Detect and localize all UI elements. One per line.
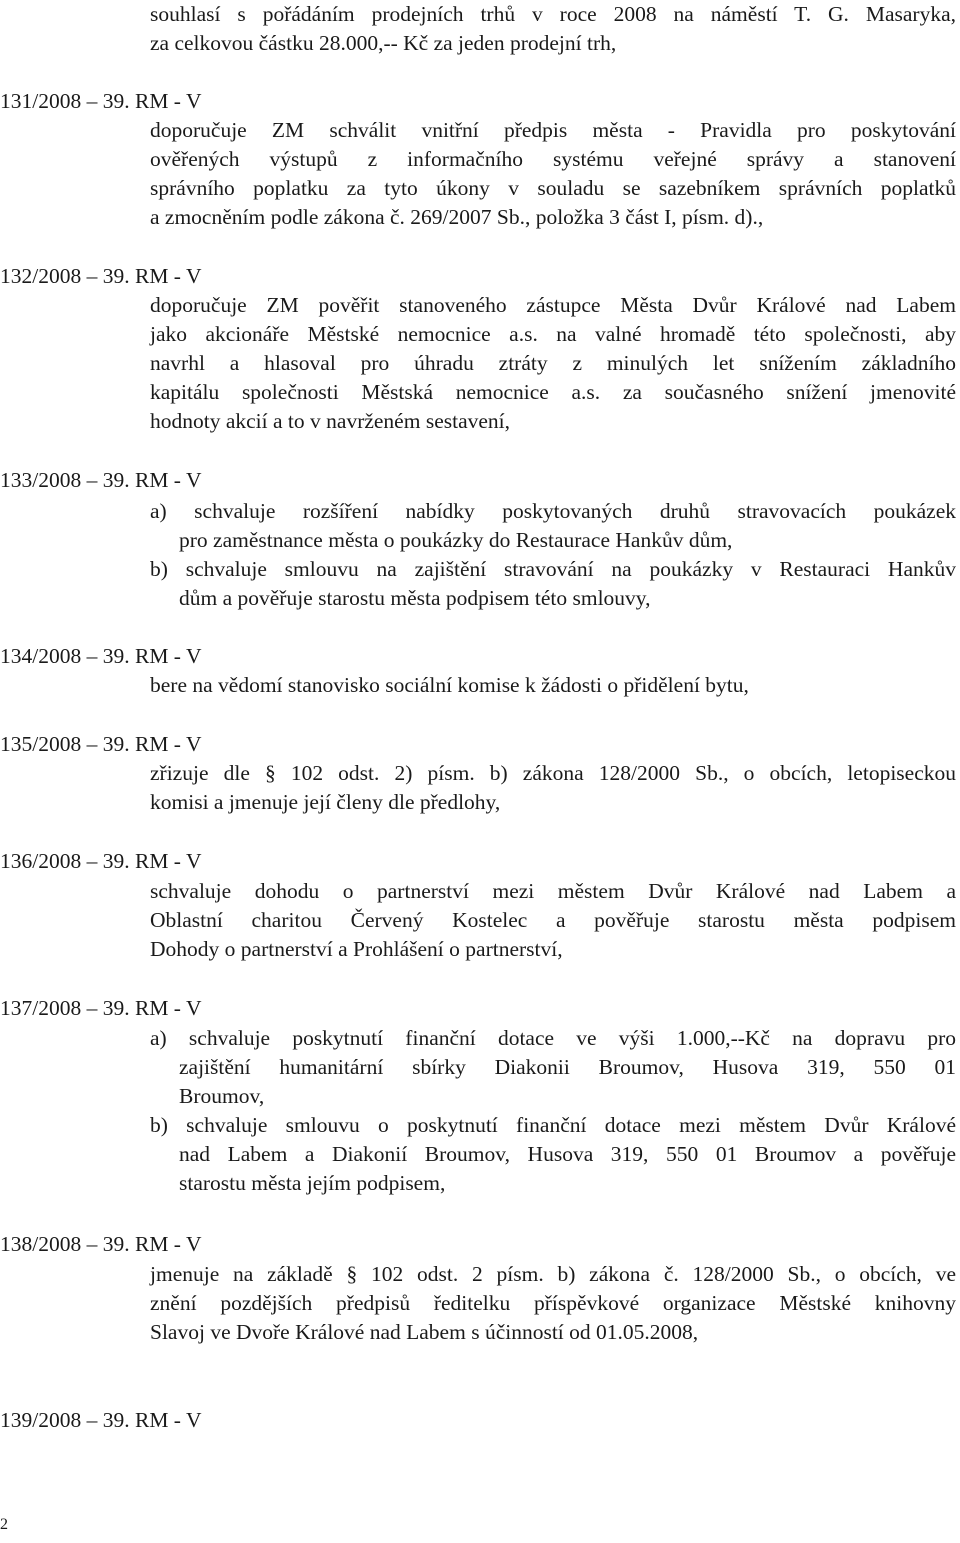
text-line: znění pozdějších předpisů ředitelku příspěvkové organizace Městské knihovny bbox=[150, 1291, 956, 1315]
resolution-heading: 138/2008 – 39. RM - V bbox=[0, 1232, 202, 1256]
text-line: a zmocněním podle zákona č. 269/2007 Sb., položka 3 část I, písm. d)., bbox=[150, 205, 764, 229]
resolution-heading: 139/2008 – 39. RM - V bbox=[0, 1408, 202, 1432]
text-line: navrhl a hlasoval pro úhradu ztráty z minulých let snížením základního bbox=[150, 351, 956, 375]
page-number: 2 bbox=[0, 1516, 8, 1533]
text-line: zřizuje dle § 102 odst. 2) písm. b) zákona 128/2000 Sb., o obcích, letopiseckou bbox=[150, 761, 956, 785]
text-line: komisi a jmenuje její členy dle předlohy, bbox=[150, 790, 501, 814]
text-line: kapitálu společnosti Městská nemocnice a.s. za současného snížení jmenovité bbox=[150, 380, 956, 404]
text-line: ověřených výstupů z informačního systému veřejné správy a stanovení bbox=[150, 147, 956, 171]
text-line: jako akcionáře Městské nemocnice a.s. na valné hromadě této společnosti, aby bbox=[150, 322, 956, 346]
text-line: a) schvaluje rozšíření nabídky poskytovaných druhů stravovacích poukázek bbox=[150, 499, 956, 523]
text-line: pro zaměstnance města o poukázky do Restaurace Hankův dům, bbox=[179, 528, 733, 552]
text-line: zajištění humanitární sbírky Diakonii Broumov, Husova 319, 550 01 bbox=[179, 1055, 956, 1079]
text-line: doporučuje ZM schválit vnitřní předpis města - Pravidla pro poskytování bbox=[150, 118, 956, 142]
text-line: schvaluje dohodu o partnerství mezi městem Dvůr Králové nad Labem a bbox=[150, 879, 956, 903]
text-line: hodnoty akcií a to v navrženém sestavení, bbox=[150, 409, 511, 433]
resolution-heading: 131/2008 – 39. RM - V bbox=[0, 89, 202, 113]
text-line: jmenuje na základě § 102 odst. 2 písm. b) zákona č. 128/2000 Sb., o obcích, ve bbox=[150, 1262, 956, 1286]
resolution-heading: 134/2008 – 39. RM - V bbox=[0, 644, 202, 668]
text-line: Broumov, bbox=[179, 1084, 265, 1108]
text-line: nad Labem a Diakonií Broumov, Husova 319, 550 01 Broumov a pověřuje bbox=[179, 1142, 956, 1166]
text-line: Slavoj ve Dvoře Králové nad Labem s účinností od 01.05.2008, bbox=[150, 1320, 699, 1344]
text-line: doporučuje ZM pověřit stanoveného zástupce Města Dvůr Králové nad Labem bbox=[150, 293, 956, 317]
resolution-heading: 132/2008 – 39. RM - V bbox=[0, 264, 202, 288]
resolution-heading: 136/2008 – 39. RM - V bbox=[0, 849, 202, 873]
text-line: b) schvaluje smlouvu na zajištění stravování na poukázky v Restauraci Hankův bbox=[150, 557, 956, 581]
text-line: bere na vědomí stanovisko sociální komise k žádosti o přidělení bytu, bbox=[150, 673, 749, 697]
text-line: správního poplatku za tyto úkony v souladu se sazebníkem správních poplatků bbox=[150, 176, 956, 200]
text-line: Dohody o partnerství a Prohlášení o partnerství, bbox=[150, 937, 563, 961]
text-line: starostu města jejím podpisem, bbox=[179, 1171, 446, 1195]
text-line: souhlasí s pořádáním prodejních trhů v roce 2008 na náměstí T. G. Masaryka, bbox=[150, 2, 956, 26]
text-line: dům a pověřuje starostu města podpisem této smlouvy, bbox=[179, 586, 651, 610]
resolution-heading: 135/2008 – 39. RM - V bbox=[0, 732, 202, 756]
text-line: b) schvaluje smlouvu o poskytnutí finanční dotace mezi městem Dvůr Králové bbox=[150, 1113, 956, 1137]
resolution-heading: 133/2008 – 39. RM - V bbox=[0, 468, 202, 492]
text-line: Oblastní charitou Červený Kostelec a pověřuje starostu města podpisem bbox=[150, 908, 956, 932]
text-line: za celkovou částku 28.000,-- Kč za jeden prodejní trh, bbox=[150, 31, 617, 55]
text-line: a) schvaluje poskytnutí finanční dotace ve výši 1.000,--Kč na dopravu pro bbox=[150, 1026, 956, 1050]
resolution-heading: 137/2008 – 39. RM - V bbox=[0, 996, 202, 1020]
